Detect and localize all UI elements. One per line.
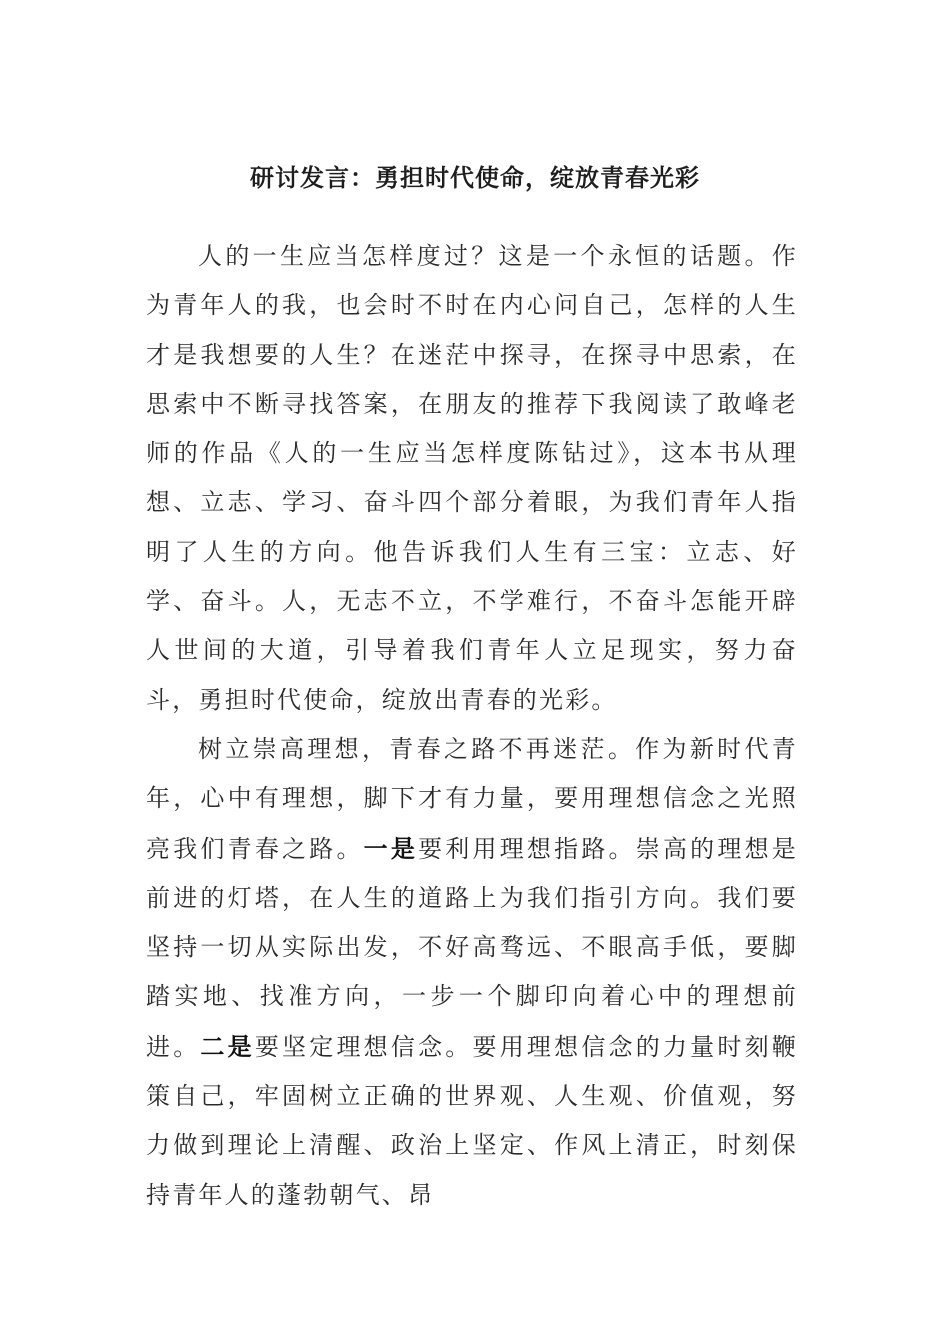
paragraph-2 — [146, 725, 798, 1220]
document-title: 研讨发言：勇担时代使命，绽放青春光彩 — [250, 163, 700, 192]
paragraph-1-text: 人的一生应当怎样度过？这是一个永恒的话题。作为青年人的我，也会时不时在内心问自己，怎样的人生才是我想要的人生？在迷茫中探寻，在探寻中思索，在思索中不断寻找答案，在朋友的推荐下我阅读了敢峰老师的作品《人的一生应当怎样度陈钻过》，这本书从理想、立志、学习、奋斗四个部分着眼，为我们青年人指明了人生的方向。他告诉我们人生有三宝：立志、好学、奋斗。人，无志不立，不学难行，不奋斗怎能开辟人世间的大道，引导着我们青年人立足现实，努力奋斗，勇担时代使命，绽放出青春的光彩。 — [146, 242, 798, 714]
point-one-text: 要利用理想指路。崇高的理想是前进的灯塔，在人生的道路上为我们指引方向。我们要坚持一切从实际出发，不好高骛远、不眼高手低，要脚踏实地、找准方向，一步一个脚印向着心中的理想前进。 — [146, 834, 798, 1061]
document-body — [146, 232, 798, 1220]
point-one-marker: 一是 — [363, 833, 419, 863]
point-two-marker: 二是 — [200, 1031, 255, 1061]
paragraph-1 — [146, 232, 798, 725]
paragraph-2-intro: 树立崇高理想，青春之路不再迷茫。作为新时代青年，心中有理想，脚下才有力量，要用理想信念之光照亮我们青春之路。 — [146, 734, 798, 863]
point-two-text: 要坚定理想信念。要用理想信念的力量时刻鞭策自己，牢固树立正确的世界观、人生观、价值观，努力做到理论上清醒、政治上坚定、作风上清正，时刻保持青年人的蓬勃朝气、昂 — [146, 1032, 798, 1209]
